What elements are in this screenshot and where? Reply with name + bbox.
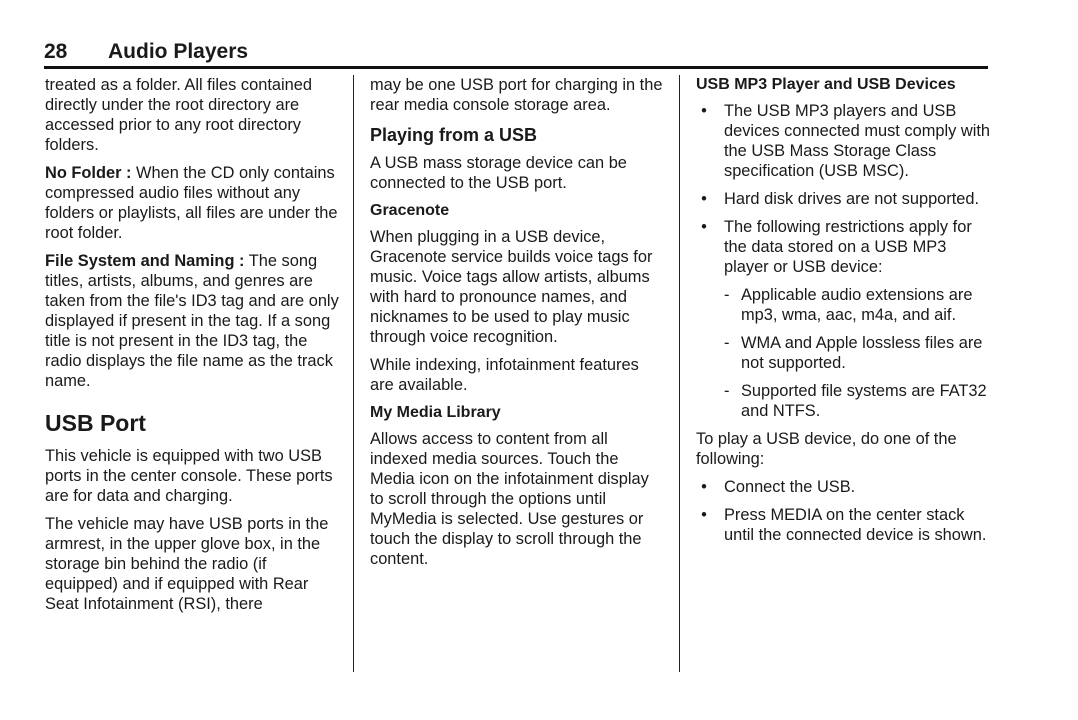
paragraph-usb-ports: This vehicle is equipped with two USB ports in the center console. These ports are for data and charging. [45,447,333,505]
dash-icon: - [724,286,730,304]
file-system-lead: File System and Naming : [45,252,245,270]
sub-list-item-text: Applicable audio extensions are mp3, wma, aac, m4a, and aif. [741,286,973,324]
list-item [696,505,994,545]
paragraph-charging-port: may be one USB port for charging in the rear media console storage area. [370,76,663,114]
paragraph-media-library: Allows access to content from all indexed media sources. Touch the Media icon on the infotainment display to scroll through the options until MyMedia is selected. Use gestures or touch the display to scroll through the content. [370,430,649,568]
bullet-icon: • [701,478,707,496]
column-divider-2 [679,75,680,672]
list-item [696,477,994,497]
requirements-list [696,101,994,421]
page-header [44,38,988,69]
column-right [696,75,994,553]
list-item-text: The following restrictions apply for the data stored on a USB MP3 player or USB device: [724,218,972,276]
sub-list-item [724,285,994,325]
list-item-text: Press MEDIA on the center stack until the connected device is shown. [724,506,987,544]
no-folder-text: When the CD only contains compressed audio files without any folders or playlists, all files are under the root folder. [45,164,338,242]
sub-list-item [724,381,994,421]
list-item [696,217,994,421]
paragraph-usb-locations: The vehicle may have USB ports in the armrest, in the upper glove box, in the storage bin behind the radio (if equipped) and if equipped with Rear Seat Infotainment (RSI), there [45,515,329,613]
paragraph-play-usb: To play a USB device, do one of the following: [696,430,957,468]
sub-list-item [724,333,994,373]
usb-devices-heading: USB MP3 Player and USB Devices [696,76,956,93]
section-title: Audio Players [108,40,249,63]
dash-icon: - [724,334,730,352]
restrictions-sublist [724,285,994,421]
paragraph-indexing: While indexing, infotainment features are available. [370,356,639,394]
column-left [45,75,343,622]
paragraph-folder-continued: treated as a folder. All files contained directly under the root directory are accessed prior to any root directory folders. [45,76,312,154]
paragraph-no-folder [45,163,343,243]
paragraph-mass-storage: A USB mass storage device can be connected to the USB port. [370,154,627,192]
paragraph-file-system [45,251,343,391]
list-item [696,101,994,181]
column-middle [370,75,665,577]
dash-icon: - [724,382,730,400]
playing-from-usb-heading: Playing from a USB [370,125,538,145]
play-steps-list [696,477,994,545]
sub-list-item-text: WMA and Apple lossless files are not supported. [741,334,983,372]
bullet-icon: • [701,102,707,120]
column-divider-1 [353,75,354,672]
sub-list-item-text: Supported file systems are FAT32 and NTFS. [741,382,987,420]
bullet-icon: • [701,190,707,208]
paragraph-gracenote: When plugging in a USB device, Gracenote service builds voice tags for music. Voice tags allow artists, albums with hard to pronounce names, and nicknames to be used to play music through voice recognition. [370,228,653,346]
no-folder-lead: No Folder : [45,164,132,182]
list-item-text: The USB MP3 players and USB devices connected must comply with the USB Mass Storage Class specification (USB MSC). [724,102,991,180]
gracenote-heading: Gracenote [370,202,450,219]
file-system-text: The song titles, artists, albums, and genres are taken from the file's ID3 tag and are only displayed if present in the tag. If a song title is not present in the ID3 tag, the radio displays the file name as the track name. [45,252,339,390]
list-item-text: Connect the USB. [724,478,856,496]
list-item-text: Hard disk drives are not supported. [724,190,980,208]
page-number: 28 [44,40,68,63]
list-item [696,189,994,209]
bullet-icon: • [701,506,707,524]
my-media-library-heading: My Media Library [370,404,501,421]
bullet-icon: • [701,218,707,236]
usb-port-heading: USB Port [45,410,146,436]
